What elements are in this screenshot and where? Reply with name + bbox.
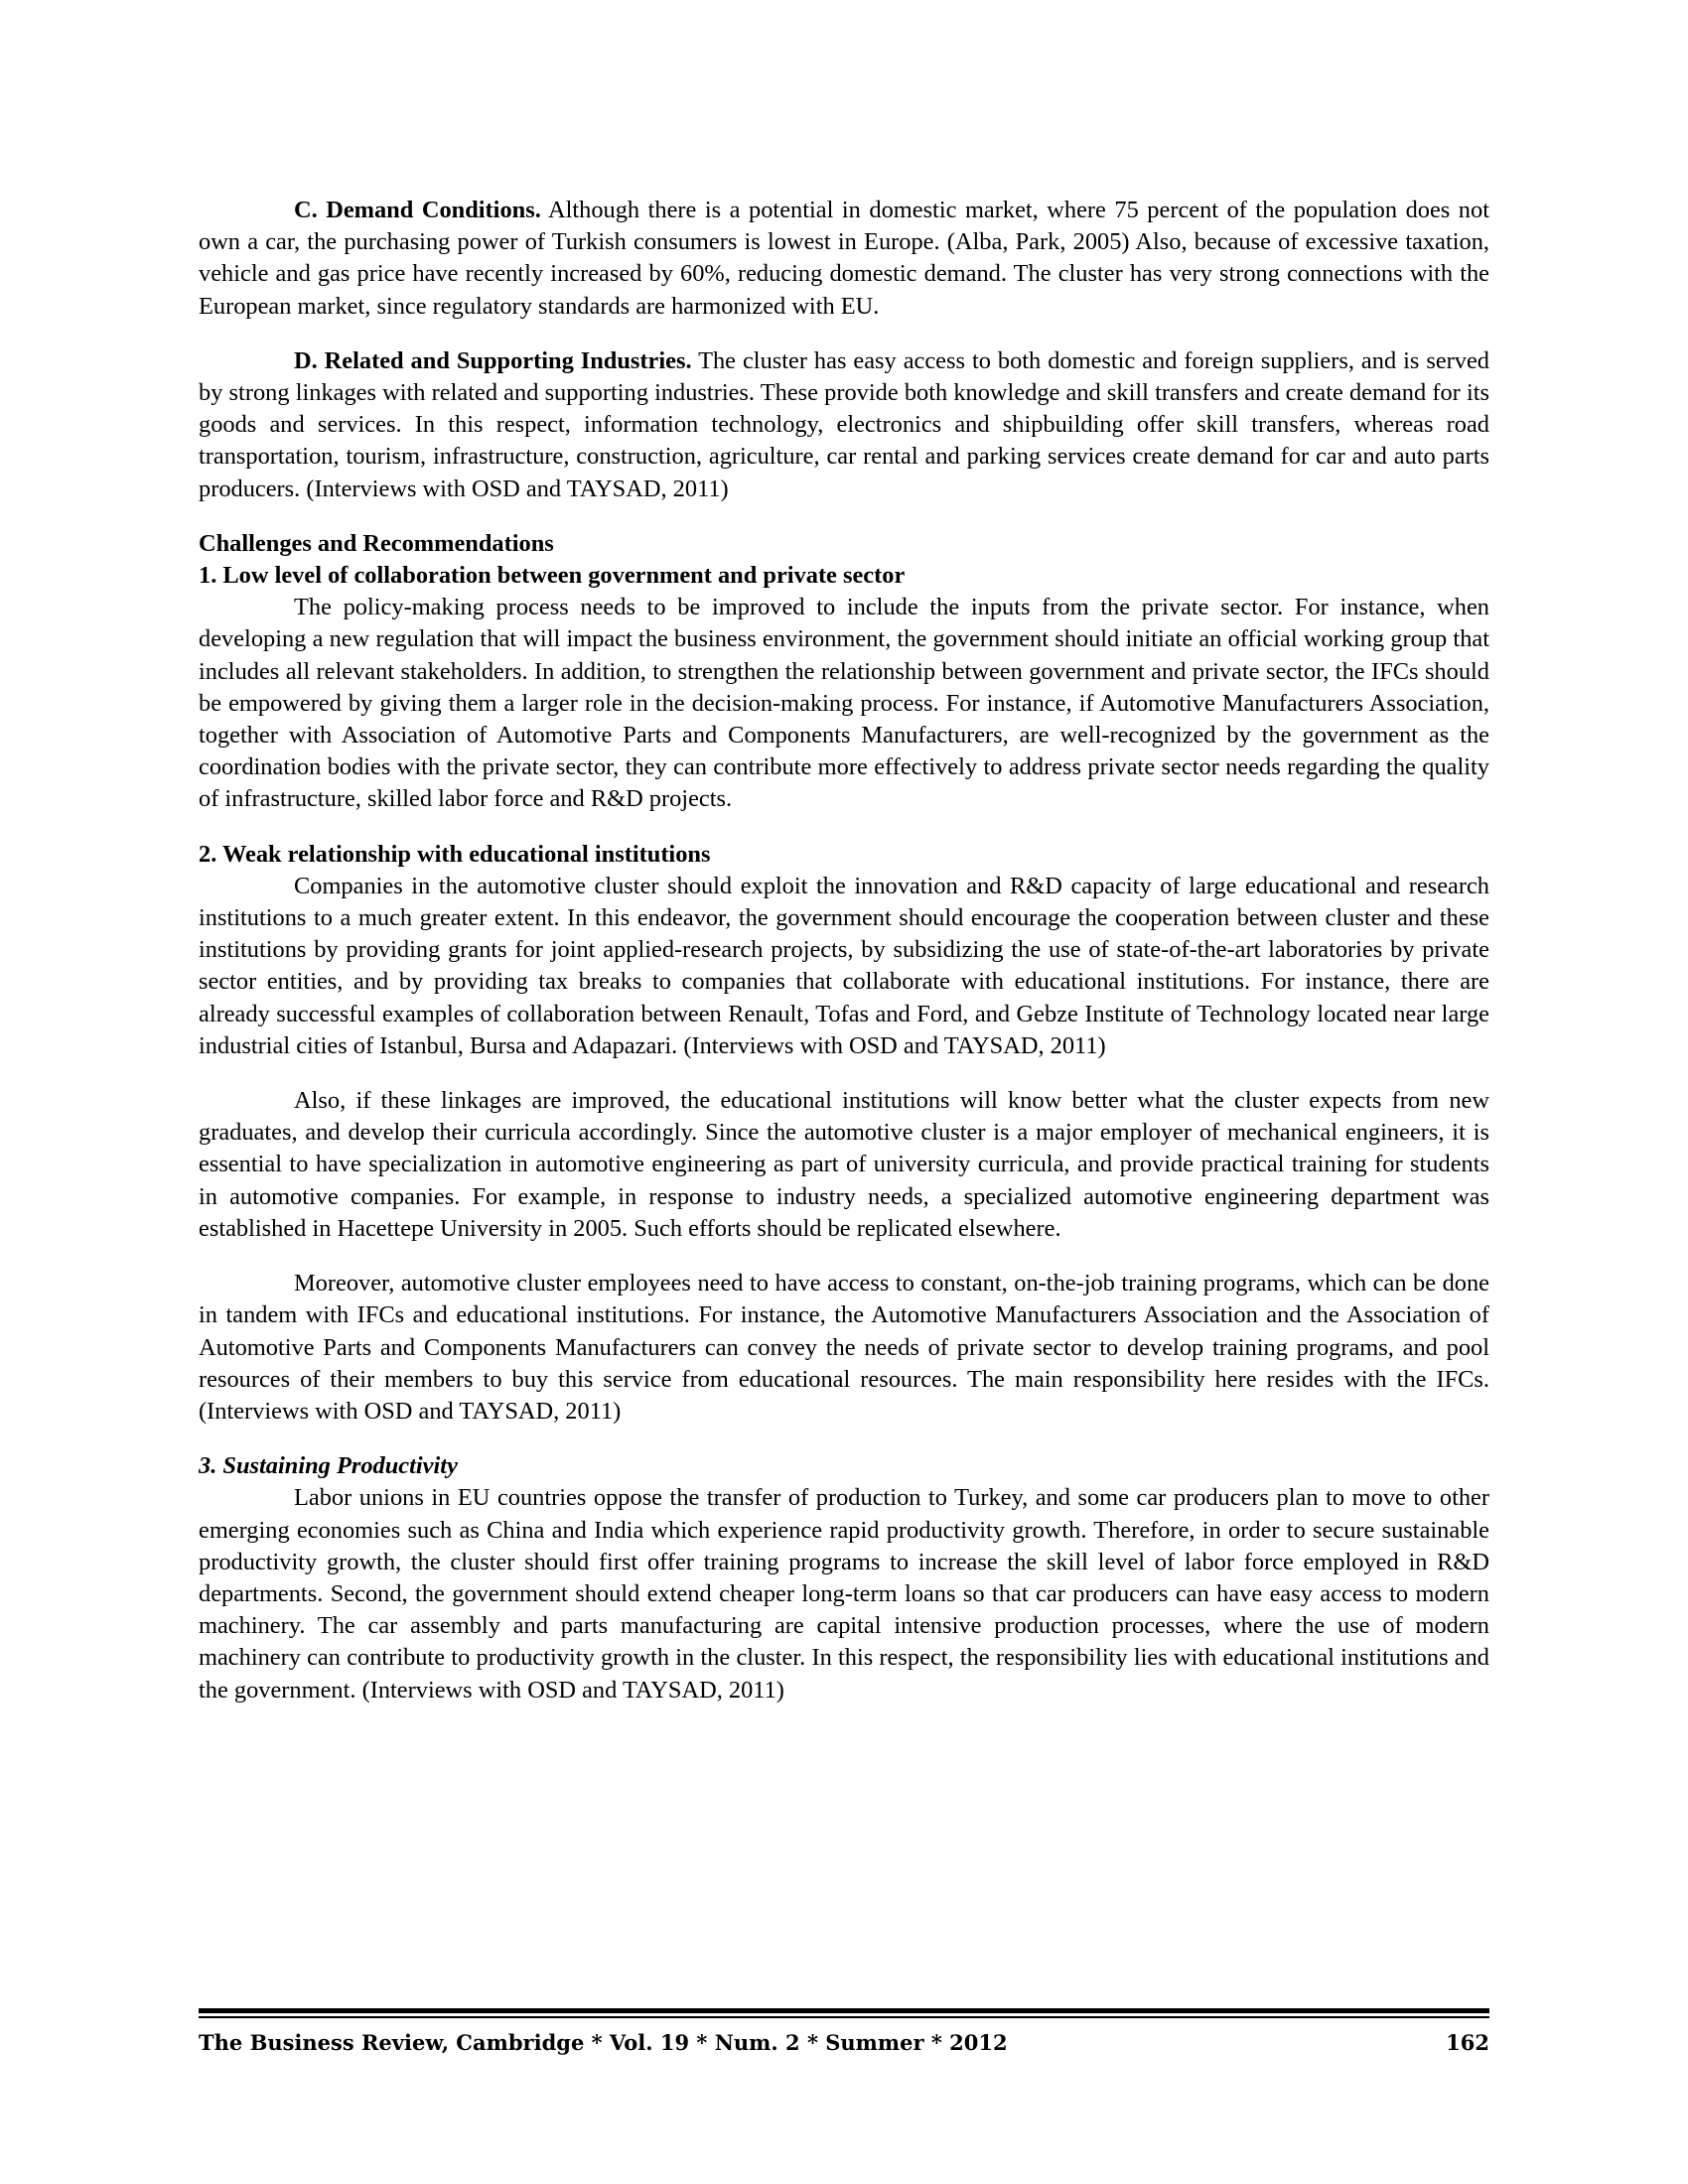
subheading-item-1: 1. Low level of collaboration between government and private sector — [199, 562, 906, 590]
page-footer — [199, 2029, 1489, 2057]
footer-rule-thin — [199, 2016, 1489, 2018]
footer-journal-info: The Business Review, Cambridge * Vol. 19 * Num. 2 * Summer * 2012 — [199, 2030, 1008, 2055]
paragraph-related-industries — [199, 345, 1489, 505]
paragraph-text: Although there is a potential in domestic market, where 75 percent of the population does not own a car, the purchasing power of Turkish consumers is lowest in Europe. (Alba, Park, 2005) Also, because of excessive taxation, vehicle and gas price have recently increased by 60%, reducing domestic demand. The cluster has very strong connections with the European market, since regulatory standards are harmonized with EU. — [199, 197, 1489, 320]
paragraph-item-1: The policy-making process needs to be improved to include the inputs from the private sector. For instance, when developing a new regulation that will impact the business environment, the government should initiate an official working group that includes all relevant stakeholders. In addition, to strengthen the relationship between government and private sector, the IFCs should be empowered by giving them a larger role in the decision-making process. For instance, if Automotive Manufacturers Association, together with Association of Automotive Parts and Components Manufacturers, are well-recognized by the government as the coordination bodies with the private sector, they can contribute more effectively to address private sector needs regarding the quality of infrastructure, skilled labor force and R&D projects. — [199, 594, 1489, 813]
footer-rule — [199, 2008, 1489, 2013]
subheading-item-3: 3. Sustaining Productivity — [199, 1452, 458, 1480]
page-number: 162 — [1446, 2030, 1489, 2055]
paragraph-item-2-a: Companies in the automotive cluster should exploit the innovation and R&D capacity of large educational and research institutions to a much greater extent. In this endeavor, the government should encourage the cooperation between cluster and these institutions by providing grants for joint applied-research projects, by subsidizing the use of state-of-the-art laboratories by private sector entities, and by providing tax breaks to companies that collaborate with educational institutions. For instance, there are already successful examples of collaboration between Renault, Tofas and Ford, and Gebze Institute of Technology located near large industrial cities of Istanbul, Bursa and Adapazari. (Interviews with OSD and TAYSAD, 2011) — [199, 872, 1489, 1059]
section-heading-challenges: Challenges and Recommendations — [199, 529, 554, 557]
paragraph-item-2-c: Moreover, automotive cluster employees need to have access to constant, on-the-job training programs, which can be done in tandem with IFCs and educational institutions. For instance, the Automotive Manufacturers Association and the Association of Automotive Parts and Components Manufacturers can convey the needs of private sector to develop training programs, and pool resources of their members to buy this service from educational resources. The main responsibility here resides with the IFCs. (Interviews with OSD and TAYSAD, 2011) — [199, 1270, 1489, 1425]
subheading-item-2: 2. Weak relationship with educational institutions — [199, 840, 711, 868]
paragraph-demand-conditions — [199, 195, 1489, 323]
runin-heading-demand: C. Demand Conditions. — [294, 197, 541, 223]
paragraph-item-3: Labor unions in EU countries oppose the transfer of production to Turkey, and some car producers plan to move to other emerging economies such as China and India which experience rapid productivity growth. Therefore, in order to secure sustainable productivity growth, the cluster should first offer training programs to increase the skill level of labor force employed in R&D departments. Second, the government should extend cheaper long-term loans so that car producers can have easy access to modern machinery. The car assembly and parts manufacturing are capital intensive production processes, where the use of modern machinery can contribute to productivity growth in the cluster. In this respect, the responsibility lies with educational institutions and the government. (Interviews with OSD and TAYSAD, 2011) — [199, 1484, 1489, 1704]
paragraph-text: The cluster has easy access to both domestic and foreign suppliers, and is served by strong linkages with related and supporting industries. These provide both knowledge and skill transfers and create demand for its goods and services. In this respect, information technology, electronics and shipbuilding offer skill transfers, whereas road transportation, tourism, infrastructure, construction, agriculture, car rental and parking services create demand for car and auto parts producers. (Interviews with OSD and TAYSAD, 2011) — [199, 346, 1489, 502]
paragraph-item-2-b: Also, if these linkages are improved, the educational institutions will know better what the cluster expects from new graduates, and develop their curricula accordingly. Since the automotive cluster is a major employer of mechanical engineers, it is essential to have specialization in automotive engineering as part of university curricula, and provide practical training for students in automotive companies. For example, in response to industry needs, a specialized automotive engineering department was established in Hacettepe University in 2005. Such efforts should be replicated elsewhere. — [199, 1087, 1489, 1242]
page-body — [199, 195, 1489, 1706]
runin-heading-related: D. Related and Supporting Industries. — [294, 346, 692, 374]
